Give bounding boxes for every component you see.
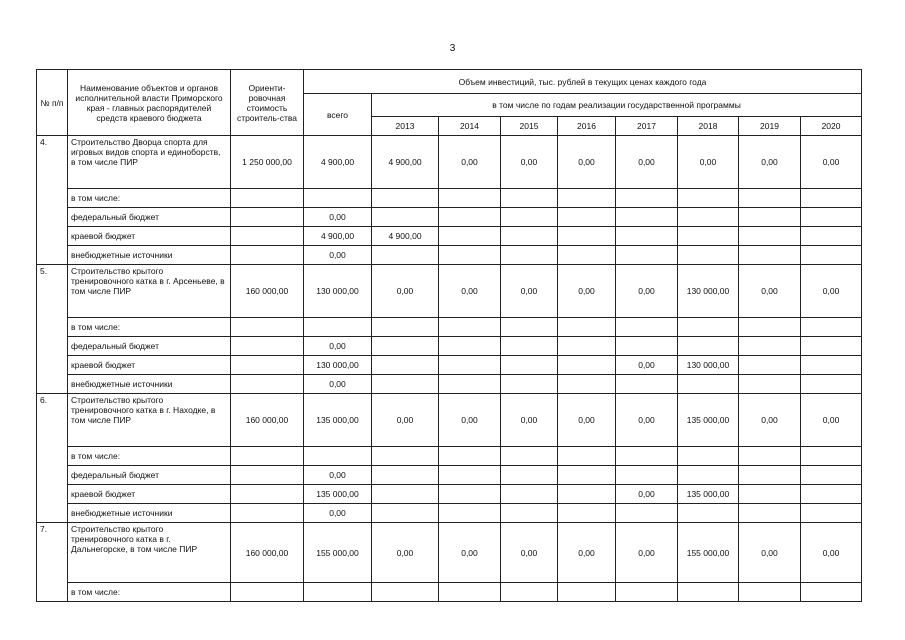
funding-source-label: внебюджетные источники xyxy=(68,246,231,265)
funding-source-year-value xyxy=(616,189,678,208)
funding-source-year-value xyxy=(739,246,801,265)
funding-source-cost xyxy=(231,189,304,208)
funding-source-year-value xyxy=(801,337,862,356)
object-year-value: 130 000,00 xyxy=(678,265,739,318)
object-year-value: 0,00 xyxy=(616,265,678,318)
funding-source-row xyxy=(37,375,862,394)
funding-source-year-value: 4 900,00 xyxy=(372,227,439,246)
funding-source-total: 0,00 xyxy=(304,375,372,394)
object-cost: 160 000,00 xyxy=(231,394,304,447)
object-year-value: 135 000,00 xyxy=(678,394,739,447)
funding-source-cost xyxy=(231,208,304,227)
object-year-value: 0,00 xyxy=(558,265,616,318)
funding-source-year-value: 0,00 xyxy=(616,356,678,375)
header-number: № п/п xyxy=(37,70,68,136)
funding-source-year-value xyxy=(372,466,439,485)
funding-source-year-value xyxy=(439,375,501,394)
funding-source-total: 0,00 xyxy=(304,208,372,227)
object-year-value: 0,00 xyxy=(558,136,616,189)
funding-source-year-value xyxy=(739,583,801,602)
funding-source-year-value xyxy=(501,318,558,337)
funding-source-year-value xyxy=(439,208,501,227)
object-number: 5. xyxy=(37,265,68,394)
funding-source-year-value xyxy=(558,208,616,227)
object-year-value: 0,00 xyxy=(739,394,801,447)
funding-source-year-value xyxy=(439,227,501,246)
funding-source-year-value xyxy=(439,466,501,485)
funding-source-year-value xyxy=(739,227,801,246)
funding-source-year-value xyxy=(678,246,739,265)
funding-source-year-value xyxy=(678,337,739,356)
object-year-value: 0,00 xyxy=(372,394,439,447)
funding-source-year-value xyxy=(678,208,739,227)
funding-source-year-value xyxy=(372,356,439,375)
funding-source-label: внебюджетные источники xyxy=(68,375,231,394)
funding-source-cost xyxy=(231,356,304,375)
funding-source-year-value xyxy=(501,504,558,523)
funding-source-cost xyxy=(231,375,304,394)
funding-source-label: в том числе: xyxy=(68,447,231,466)
object-row xyxy=(37,136,862,189)
funding-source-year-value xyxy=(439,485,501,504)
object-year-value: 4 900,00 xyxy=(372,136,439,189)
funding-source-label: федеральный бюджет xyxy=(68,466,231,485)
object-year-value: 0,00 xyxy=(739,523,801,583)
funding-source-year-value xyxy=(558,189,616,208)
funding-source-year-value xyxy=(372,246,439,265)
funding-source-cost xyxy=(231,583,304,602)
funding-source-total: 135 000,00 xyxy=(304,485,372,504)
funding-source-year-value xyxy=(801,208,862,227)
funding-source-year-value xyxy=(558,485,616,504)
funding-source-year-value xyxy=(801,485,862,504)
investment-table xyxy=(36,69,862,602)
funding-source-row xyxy=(37,246,862,265)
header-year: 2017 xyxy=(616,117,678,136)
page-number: 3 xyxy=(449,43,456,54)
funding-source-year-value xyxy=(678,318,739,337)
funding-source-year-value xyxy=(558,337,616,356)
funding-source-year-value xyxy=(678,583,739,602)
funding-source-total: 4 900,00 xyxy=(304,227,372,246)
object-year-value: 0,00 xyxy=(616,523,678,583)
object-year-value: 0,00 xyxy=(739,136,801,189)
object-year-value: 0,00 xyxy=(616,136,678,189)
funding-source-year-value xyxy=(739,189,801,208)
object-year-value: 155 000,00 xyxy=(678,523,739,583)
funding-source-year-value xyxy=(372,189,439,208)
funding-source-year-value xyxy=(501,583,558,602)
funding-source-year-value xyxy=(372,375,439,394)
object-name: Строительство крытого тренировочного катка в г. Находке, в том числе ПИР xyxy=(68,394,231,447)
table-header xyxy=(37,70,862,136)
funding-source-year-value xyxy=(616,447,678,466)
funding-source-year-value xyxy=(501,447,558,466)
funding-source-row xyxy=(37,485,862,504)
header-object-name: Наименование объектов и органов исполнительной власти Приморского края - главных распорядителей средств краевого бюджета xyxy=(68,70,231,136)
funding-source-year-value xyxy=(678,504,739,523)
object-year-value: 0,00 xyxy=(801,265,862,318)
object-number: 4. xyxy=(37,136,68,265)
object-cost: 1 250 000,00 xyxy=(231,136,304,189)
funding-source-label: в том числе: xyxy=(68,318,231,337)
funding-source-year-value xyxy=(739,485,801,504)
funding-source-label: в том числе: xyxy=(68,583,231,602)
funding-source-cost xyxy=(231,337,304,356)
funding-source-row xyxy=(37,504,862,523)
funding-source-year-value xyxy=(439,189,501,208)
funding-source-cost xyxy=(231,466,304,485)
object-year-value: 0,00 xyxy=(739,265,801,318)
object-year-value: 0,00 xyxy=(501,136,558,189)
funding-source-row xyxy=(37,227,862,246)
funding-source-year-value xyxy=(558,504,616,523)
funding-source-year-value xyxy=(501,337,558,356)
funding-source-year-value xyxy=(801,466,862,485)
funding-source-cost xyxy=(231,485,304,504)
header-total: всего xyxy=(304,94,372,136)
funding-source-year-value xyxy=(801,356,862,375)
funding-source-year-value: 130 000,00 xyxy=(678,356,739,375)
object-year-value: 0,00 xyxy=(616,394,678,447)
funding-source-cost xyxy=(231,447,304,466)
funding-source-year-value xyxy=(501,227,558,246)
funding-source-row xyxy=(37,189,862,208)
object-total: 4 900,00 xyxy=(304,136,372,189)
funding-source-total: 0,00 xyxy=(304,246,372,265)
funding-source-year-value xyxy=(501,246,558,265)
object-year-value: 0,00 xyxy=(678,136,739,189)
object-year-value: 0,00 xyxy=(801,523,862,583)
object-total: 135 000,00 xyxy=(304,394,372,447)
funding-source-year-value xyxy=(501,485,558,504)
object-year-value: 0,00 xyxy=(501,523,558,583)
funding-source-year-value xyxy=(739,318,801,337)
funding-source-row xyxy=(37,318,862,337)
object-year-value: 0,00 xyxy=(372,265,439,318)
funding-source-year-value xyxy=(616,504,678,523)
object-year-value: 0,00 xyxy=(501,394,558,447)
funding-source-label: федеральный бюджет xyxy=(68,208,231,227)
funding-source-year-value xyxy=(439,447,501,466)
funding-source-year-value xyxy=(616,375,678,394)
object-number: 7. xyxy=(37,523,68,602)
funding-source-year-value xyxy=(439,504,501,523)
funding-source-year-value xyxy=(501,466,558,485)
object-year-value: 0,00 xyxy=(439,136,501,189)
object-year-value: 0,00 xyxy=(801,136,862,189)
funding-source-year-value xyxy=(616,583,678,602)
funding-source-year-value xyxy=(801,318,862,337)
funding-source-year-value xyxy=(616,246,678,265)
funding-source-year-value: 0,00 xyxy=(616,485,678,504)
object-row xyxy=(37,523,862,583)
funding-source-year-value xyxy=(801,246,862,265)
funding-source-year-value xyxy=(801,227,862,246)
funding-source-total: 130 000,00 xyxy=(304,356,372,375)
header-year: 2015 xyxy=(501,117,558,136)
funding-source-year-value xyxy=(616,208,678,227)
object-number: 6. xyxy=(37,394,68,523)
header-year: 2016 xyxy=(558,117,616,136)
funding-source-year-value xyxy=(616,337,678,356)
funding-source-year-value xyxy=(558,356,616,375)
funding-source-year-value xyxy=(616,227,678,246)
funding-source-year-value xyxy=(501,356,558,375)
funding-source-year-value xyxy=(501,189,558,208)
funding-source-label: краевой бюджет xyxy=(68,485,231,504)
funding-source-total xyxy=(304,189,372,208)
object-row xyxy=(37,265,862,318)
funding-source-year-value xyxy=(501,375,558,394)
funding-source-year-value xyxy=(678,189,739,208)
funding-source-year-value xyxy=(439,318,501,337)
object-year-value: 0,00 xyxy=(501,265,558,318)
object-total: 130 000,00 xyxy=(304,265,372,318)
object-year-value: 0,00 xyxy=(558,394,616,447)
funding-source-year-value xyxy=(616,318,678,337)
object-cost: 160 000,00 xyxy=(231,523,304,583)
funding-source-total xyxy=(304,447,372,466)
object-cost: 160 000,00 xyxy=(231,265,304,318)
funding-source-row xyxy=(37,583,862,602)
funding-source-year-value xyxy=(801,447,862,466)
funding-source-year-value xyxy=(739,447,801,466)
object-year-value: 0,00 xyxy=(801,394,862,447)
header-year: 2014 xyxy=(439,117,501,136)
header-year: 2018 xyxy=(678,117,739,136)
funding-source-cost xyxy=(231,246,304,265)
funding-source-year-value xyxy=(739,356,801,375)
object-name: Строительство Дворца спорта для игровых видов спорта и единоборств, в том числе ПИР xyxy=(68,136,231,189)
funding-source-year-value xyxy=(678,227,739,246)
object-name: Строительство крытого тренировочного катка в г. Дальнегорске, в том числе ПИР xyxy=(68,523,231,583)
funding-source-total xyxy=(304,583,372,602)
funding-source-cost xyxy=(231,318,304,337)
funding-source-year-value xyxy=(372,208,439,227)
funding-source-total xyxy=(304,318,372,337)
funding-source-year-value xyxy=(372,337,439,356)
funding-source-label: в том числе: xyxy=(68,189,231,208)
funding-source-year-value xyxy=(439,337,501,356)
funding-source-year-value xyxy=(801,583,862,602)
funding-source-label: краевой бюджет xyxy=(68,356,231,375)
funding-source-year-value xyxy=(372,504,439,523)
object-year-value: 0,00 xyxy=(439,394,501,447)
funding-source-cost xyxy=(231,504,304,523)
funding-source-year-value xyxy=(558,447,616,466)
header-estimated-cost: Ориенти-ровочная стоимость строитель-ства xyxy=(231,70,304,136)
funding-source-row xyxy=(37,466,862,485)
funding-source-year-value xyxy=(739,466,801,485)
object-year-value: 0,00 xyxy=(558,523,616,583)
funding-source-year-value xyxy=(439,583,501,602)
funding-source-year-value xyxy=(558,375,616,394)
funding-source-year-value xyxy=(739,504,801,523)
header-year: 2013 xyxy=(372,117,439,136)
funding-source-year-value xyxy=(678,375,739,394)
funding-source-total: 0,00 xyxy=(304,504,372,523)
funding-source-year-value xyxy=(372,318,439,337)
object-year-value: 0,00 xyxy=(439,523,501,583)
funding-source-label: внебюджетные источники xyxy=(68,504,231,523)
funding-source-row xyxy=(37,447,862,466)
funding-source-cost xyxy=(231,227,304,246)
funding-source-year-value xyxy=(372,447,439,466)
funding-source-year-value xyxy=(558,466,616,485)
funding-source-year-value xyxy=(678,466,739,485)
funding-source-year-value xyxy=(678,447,739,466)
funding-source-year-value xyxy=(439,356,501,375)
object-year-value: 0,00 xyxy=(372,523,439,583)
funding-source-year-value xyxy=(372,583,439,602)
table-body xyxy=(37,136,862,602)
funding-source-year-value xyxy=(739,375,801,394)
object-name: Строительство крытого тренировочного катка в г. Арсеньеве, в том числе ПИР xyxy=(68,265,231,318)
funding-source-row xyxy=(37,337,862,356)
object-row xyxy=(37,394,862,447)
funding-source-year-value xyxy=(801,504,862,523)
funding-source-year-value xyxy=(801,375,862,394)
funding-source-total: 0,00 xyxy=(304,337,372,356)
header-year: 2019 xyxy=(739,117,801,136)
funding-source-year-value xyxy=(616,466,678,485)
funding-source-row xyxy=(37,356,862,375)
funding-source-year-value xyxy=(801,189,862,208)
header-by-years: в том числе по годам реализации государственной программы xyxy=(372,94,862,117)
funding-source-year-value xyxy=(739,208,801,227)
header-investment-volume: Объем инвестиций, тыс. рублей в текущих ценах каждого года xyxy=(304,70,862,94)
funding-source-year-value: 135 000,00 xyxy=(678,485,739,504)
funding-source-label: краевой бюджет xyxy=(68,227,231,246)
funding-source-label: федеральный бюджет xyxy=(68,337,231,356)
funding-source-row xyxy=(37,208,862,227)
funding-source-total: 0,00 xyxy=(304,466,372,485)
funding-source-year-value xyxy=(558,227,616,246)
object-year-value: 0,00 xyxy=(439,265,501,318)
funding-source-year-value xyxy=(558,246,616,265)
object-total: 155 000,00 xyxy=(304,523,372,583)
funding-source-year-value xyxy=(739,337,801,356)
funding-source-year-value xyxy=(558,583,616,602)
header-year: 2020 xyxy=(801,117,862,136)
funding-source-year-value xyxy=(439,246,501,265)
funding-source-year-value xyxy=(501,208,558,227)
funding-source-year-value xyxy=(372,485,439,504)
funding-source-year-value xyxy=(558,318,616,337)
